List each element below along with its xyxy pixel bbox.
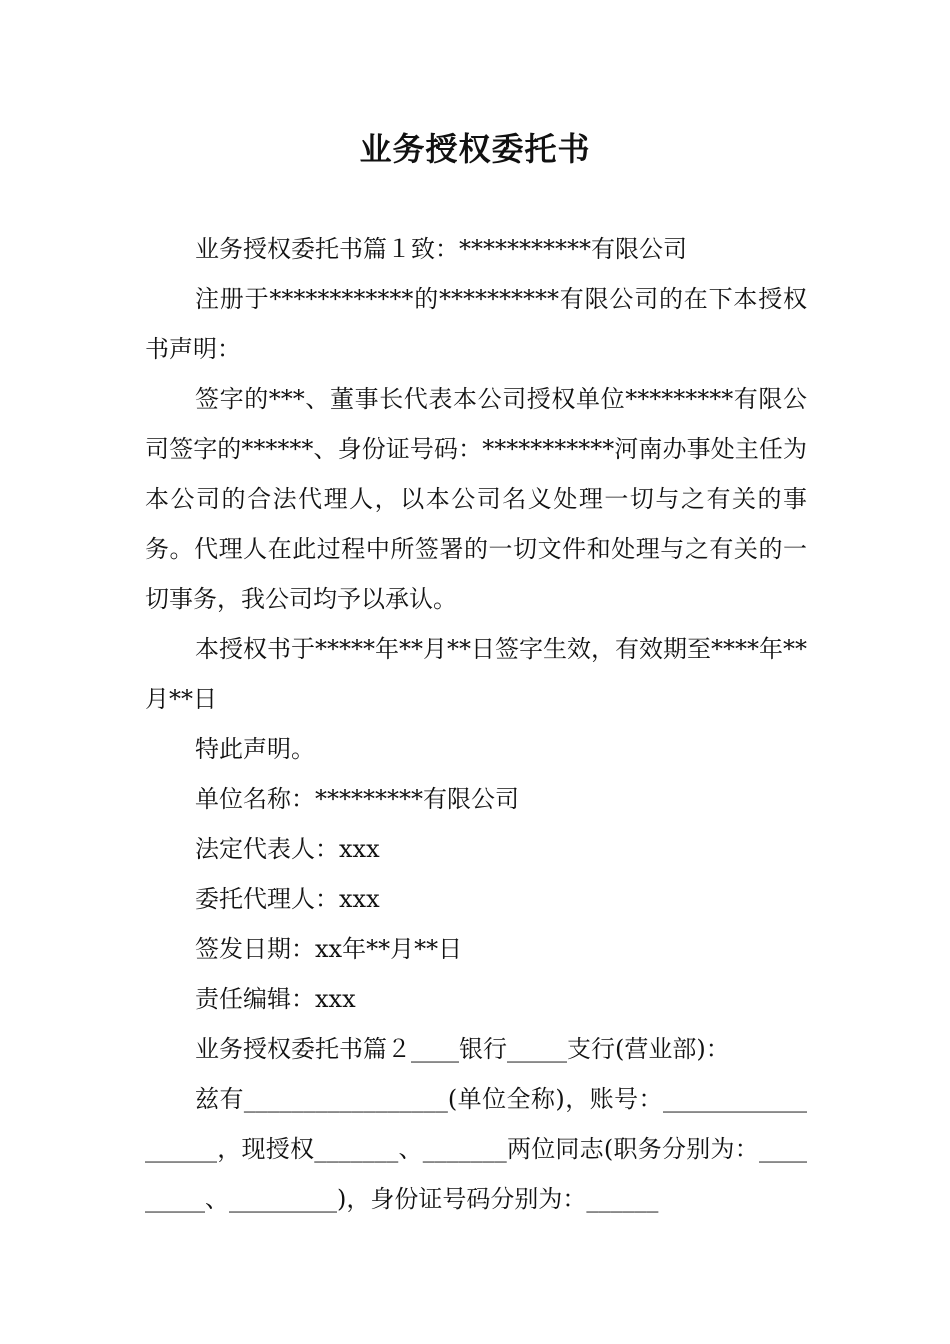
paragraph-validity: 本授权书于*****年**月**日签字生效，有效期至****年**月**日	[145, 635, 807, 713]
paragraph-second-letter-body: 兹有_________________(单位全称)，账号：__________________，现授权_______、_______两位同志(职务分别为：_________、_________)，身份证号码分别为：______	[145, 1085, 807, 1213]
editor-line: 责任编辑：xxx	[195, 985, 356, 1013]
paragraph-declaration: 特此声明。	[195, 735, 315, 763]
paragraph-intro: 业务授权委托书篇１致：***********有限公司	[195, 235, 687, 263]
company-name-line: 单位名称：*********有限公司	[195, 785, 519, 813]
issue-date-line: 签发日期：xx年**月**日	[195, 935, 463, 963]
legal-representative-line: 法定代表人：xxx	[195, 835, 380, 863]
document-body	[145, 224, 807, 1224]
paragraph-second-letter-heading: 业务授权委托书篇２____银行_____支行(营业部)：	[195, 1035, 730, 1063]
paragraph-registration: 注册于************的**********有限公司的在下本授权书声明：	[145, 285, 807, 363]
paragraph-authorization: 签字的***、董事长代表本公司授权单位*********有限公司签字的******、身份证号码：***********河南办事处主任为本公司的合法代理人，以本公司名义处理一切与之有关的事务。代理人在此过程中所签署的一切文件和处理与之有关的一切事务，我公司均予以承认。	[145, 385, 807, 613]
document-title: 业务授权委托书	[359, 130, 591, 168]
authorized-agent-line: 委托代理人：xxx	[195, 885, 380, 913]
